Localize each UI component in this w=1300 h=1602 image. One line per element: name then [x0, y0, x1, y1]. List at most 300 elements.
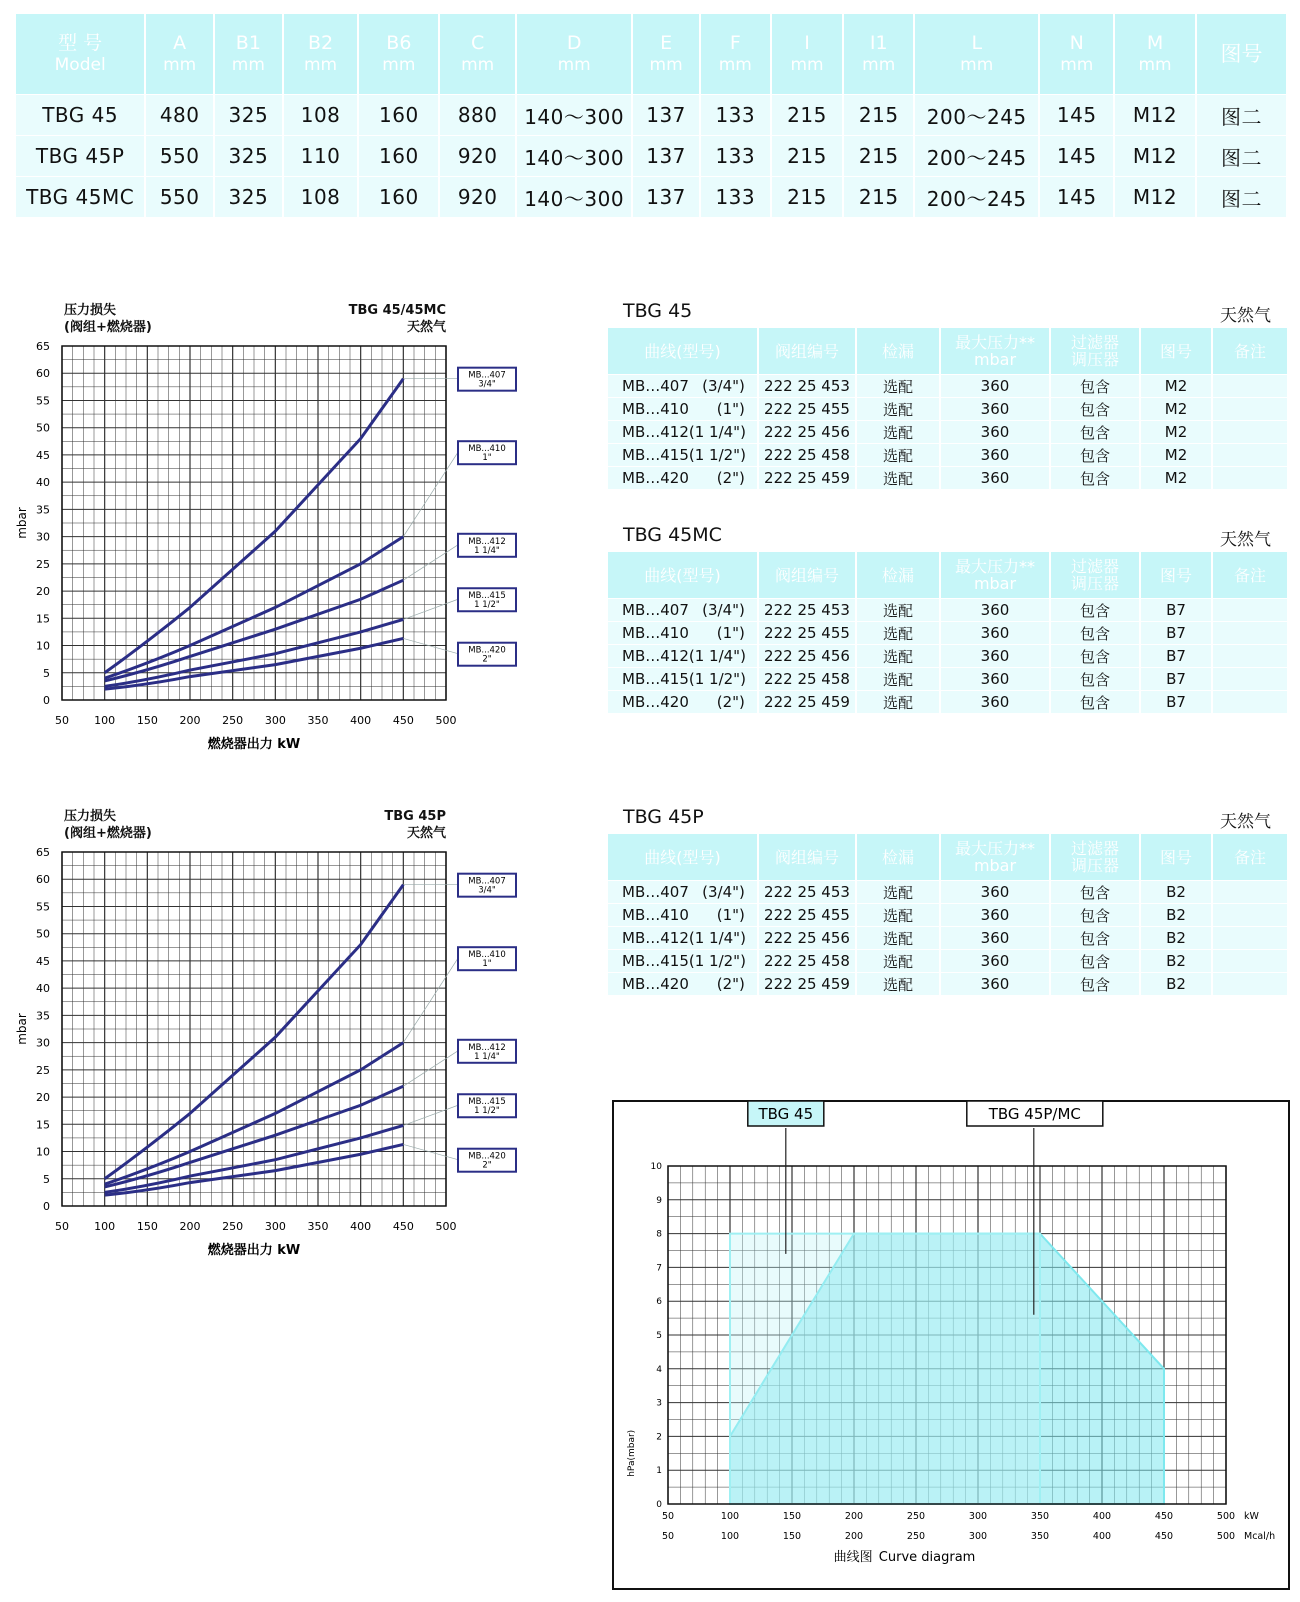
- valve-cell-pressure: 360: [940, 375, 1050, 398]
- valve-curve-name: MB…407: [622, 601, 689, 619]
- y-tick-label: 15: [36, 612, 50, 626]
- y-tick-label: 65: [36, 846, 50, 859]
- y-tick-label: 15: [36, 1118, 50, 1132]
- valve-cell-curve: [608, 645, 758, 668]
- dimension-header-unit: mm: [1138, 55, 1172, 75]
- valve-table-gas: 天然气: [1220, 306, 1271, 326]
- dimension-cell: 图二: [1196, 136, 1287, 177]
- dimension-cell: 133: [700, 177, 771, 218]
- dimension-header-top: B2: [308, 32, 334, 54]
- pressure-loss-chart-tbg45p: [0, 836, 560, 1256]
- legend-series-name: MB...410: [468, 444, 506, 455]
- chart1-title-right-2: 天然气: [406, 320, 446, 335]
- legend-series-size: 1 1/2": [474, 600, 500, 611]
- valve-cell-note: [1212, 950, 1288, 973]
- valve-header-note: 备注: [1212, 834, 1288, 881]
- legend-leader-line: [403, 958, 458, 1042]
- valve-header-curve: 曲线(型号): [608, 834, 758, 881]
- dimension-header-top: 型 号: [58, 32, 103, 54]
- valve-cell-curve: [608, 398, 758, 421]
- chart2-title-left-1: 压力损失: [64, 809, 117, 824]
- valve-cell-note: [1212, 467, 1288, 490]
- legend-series-size: 1": [482, 453, 492, 464]
- dimension-table-header: [16, 14, 1287, 95]
- x-tick-label: 450: [392, 1220, 414, 1233]
- valve-header-code: 阀组编号: [758, 328, 856, 375]
- y-tick-label: 55: [36, 394, 50, 408]
- valve-header-filter-1: 过滤器: [1070, 557, 1119, 576]
- dimension-header-unit: mm: [1060, 55, 1094, 75]
- valve-cell-leak: 选配: [856, 881, 940, 904]
- valve-cell-curve: [608, 599, 758, 622]
- dimension-cell: 140～300: [516, 136, 632, 177]
- valve-curve-size: (1 1/4"): [688, 423, 746, 441]
- valve-cell-leak: 选配: [856, 668, 940, 691]
- valve-header-filter: [1050, 552, 1140, 599]
- valve-cell-code: 222 25 455: [758, 622, 856, 645]
- dimension-cell: 108: [283, 177, 359, 218]
- valve-curve-name: MB…412: [622, 929, 689, 947]
- legend-leader-line: [403, 638, 458, 653]
- valve-header-pressure-1: 最大压力**: [954, 839, 1035, 858]
- y-tick-label: 5: [43, 1172, 50, 1186]
- valve-header-pressure-2: mbar: [973, 574, 1017, 593]
- valve-cell-fig: M2: [1140, 467, 1212, 490]
- valve-row: [608, 398, 1288, 421]
- x-tick-label-mcal: 100: [720, 1531, 740, 1542]
- valve-cell-note: [1212, 973, 1288, 996]
- dimension-header-cell: [700, 14, 771, 95]
- valve-cell-code: 222 25 456: [758, 421, 856, 444]
- x-tick-label: 450: [392, 714, 414, 727]
- valve-cell-filter: 包含: [1050, 950, 1140, 973]
- legend-series-name: MB...412: [468, 1042, 506, 1053]
- valve-cell-code: 222 25 458: [758, 950, 856, 973]
- valve-curve-name: MB…412: [622, 423, 689, 441]
- dimension-cell: 200～245: [914, 95, 1039, 136]
- valve-curve-name: MB…410: [622, 906, 689, 924]
- dimension-table: [16, 14, 1288, 217]
- x-tick-label-kw: 250: [906, 1511, 926, 1522]
- dimension-header-unit: mm: [718, 55, 752, 75]
- valve-table-header-row: [608, 834, 1288, 881]
- x-tick-label-mcal: 250: [906, 1531, 926, 1542]
- valve-header-pressure: [940, 552, 1050, 599]
- x-tick-label: 200: [179, 714, 201, 727]
- valve-cell-fig: M2: [1140, 398, 1212, 421]
- dimension-header-cell: [145, 14, 214, 95]
- valve-cell-fig: B2: [1140, 973, 1212, 996]
- x-tick-label-kw: 100: [720, 1511, 740, 1522]
- dimension-header-top: N: [1069, 32, 1084, 54]
- dimension-cell: 140～300: [516, 95, 632, 136]
- dimension-cell: 160: [358, 177, 439, 218]
- dimension-cell: 145: [1039, 177, 1114, 218]
- dimension-row: [16, 177, 1287, 218]
- x-tick-label-mcal: 500: [1216, 1531, 1236, 1542]
- valve-cell-pressure: 360: [940, 421, 1050, 444]
- legend-box: [458, 441, 516, 464]
- x-tick-label: 350: [307, 714, 329, 727]
- valve-curve-size: (1"): [716, 906, 745, 924]
- dimension-header-unit: mm: [862, 55, 896, 75]
- dimension-row: [16, 136, 1287, 177]
- dimension-header-cell: [1039, 14, 1114, 95]
- legend-box: [458, 534, 516, 557]
- legend-series-name: MB...420: [468, 645, 506, 656]
- valve-cell-leak: 选配: [856, 467, 940, 490]
- valve-curve-name: MB…420: [622, 975, 689, 993]
- y-tick-label: 10: [650, 1162, 662, 1172]
- dimension-header-unit: mm: [382, 55, 416, 75]
- valve-cell-curve: [608, 444, 758, 467]
- dimension-cell: 160: [358, 136, 439, 177]
- x-tick-label-mcal: 450: [1154, 1531, 1174, 1542]
- valve-header-pressure-1: 最大压力**: [954, 557, 1035, 576]
- valve-cell-note: [1212, 645, 1288, 668]
- x-tick-label: 300: [264, 1220, 286, 1233]
- valve-cell-curve: [608, 375, 758, 398]
- valve-cell-code: 222 25 459: [758, 467, 856, 490]
- x-tick-label: 400: [350, 714, 372, 727]
- valve-cell-code: 222 25 456: [758, 927, 856, 950]
- legend-series-name: MB...415: [468, 1097, 506, 1108]
- dimension-header-top: 图号: [1220, 42, 1263, 66]
- valve-curve-name: MB…412: [622, 647, 689, 665]
- valve-header-curve: 曲线(型号): [608, 552, 758, 599]
- valve-cell-note: [1212, 599, 1288, 622]
- legend-leader-line: [403, 452, 458, 536]
- y-tick-label: 60: [36, 873, 50, 887]
- dimension-header-unit: mm: [163, 55, 197, 75]
- x-tick-label-mcal: 300: [968, 1531, 988, 1542]
- x-tick-label: 150: [136, 714, 158, 727]
- valve-curve-size: (1 1/2"): [688, 670, 746, 688]
- x-tick-label: 350: [307, 1220, 329, 1233]
- valve-header-pressure-2: mbar: [973, 856, 1017, 875]
- dimension-header-cell: [214, 14, 283, 95]
- dimension-header-top: M: [1146, 32, 1164, 54]
- valve-cell-pressure: 360: [940, 927, 1050, 950]
- valve-header-pressure: [940, 834, 1050, 881]
- valve-cell-leak: 选配: [856, 421, 940, 444]
- dimension-header-cell: [358, 14, 439, 95]
- valve-table-title: TBG 45: [623, 300, 693, 322]
- dimension-cell: 200～245: [914, 177, 1039, 218]
- dimension-header-top: B6: [386, 32, 412, 54]
- valve-header-leak: 检漏: [856, 328, 940, 375]
- legend-box: [458, 368, 516, 391]
- valve-cell-code: 222 25 458: [758, 668, 856, 691]
- valve-cell-filter: 包含: [1050, 599, 1140, 622]
- valve-cell-pressure: 360: [940, 881, 1050, 904]
- valve-curve-size: (1 1/4"): [688, 647, 746, 665]
- valve-row: [608, 668, 1288, 691]
- valve-cell-code: 222 25 458: [758, 444, 856, 467]
- x-tick-label-mcal: 400: [1092, 1531, 1112, 1542]
- legend-box: [458, 643, 516, 666]
- valve-curve-name: MB…420: [622, 693, 689, 711]
- valve-cell-curve: [608, 927, 758, 950]
- valve-cell-leak: 选配: [856, 973, 940, 996]
- x-axis-label-en: Curve diagram: [878, 1550, 976, 1565]
- valve-curve-size: (1"): [716, 624, 745, 642]
- dimension-cell: 920: [439, 177, 516, 218]
- dimension-cell: 133: [700, 136, 771, 177]
- valve-row: [608, 927, 1288, 950]
- dimension-cell: 137: [632, 95, 700, 136]
- valve-table-header-row: [608, 552, 1288, 599]
- x-tick-label: 50: [55, 714, 69, 727]
- y-tick-label: 2: [656, 1432, 662, 1443]
- valve-cell-code: 222 25 459: [758, 691, 856, 714]
- valve-cell-note: [1212, 421, 1288, 444]
- x-tick-label: 250: [222, 714, 244, 727]
- x-tick-label-kw: 500: [1216, 1511, 1236, 1522]
- dimension-header-unit: mm: [649, 55, 683, 75]
- dimension-cell: 137: [632, 177, 700, 218]
- dimension-header-unit: mm: [304, 55, 338, 75]
- valve-cell-pressure: 360: [940, 691, 1050, 714]
- x-tick-label-kw: 400: [1092, 1511, 1112, 1522]
- dimension-cell: 108: [283, 95, 359, 136]
- valve-header-code: 阀组编号: [758, 834, 856, 881]
- valve-table-gas: 天然气: [1220, 812, 1271, 832]
- valve-cell-curve: [608, 904, 758, 927]
- x-tick-label: 250: [222, 1220, 244, 1233]
- valve-curve-name: MB…415: [622, 670, 689, 688]
- legend-series-size: 1 1/4": [474, 545, 500, 556]
- dimension-cell: 160: [358, 95, 439, 136]
- valve-header-filter-2: 调压器: [1070, 350, 1119, 369]
- valve-table-title: TBG 45MC: [623, 524, 722, 546]
- legend-series-name: MB...407: [468, 876, 506, 887]
- y-tick-label: 50: [36, 421, 50, 435]
- valve-cell-leak: 选配: [856, 622, 940, 645]
- legend-series-size: 2": [482, 654, 492, 665]
- valve-cell-fig: B7: [1140, 622, 1212, 645]
- valve-cell-code: 222 25 453: [758, 375, 856, 398]
- dimension-header-top: B1: [235, 32, 261, 54]
- valve-curve-name: MB…415: [622, 952, 689, 970]
- x-tick-label: 500: [435, 1220, 457, 1233]
- dimension-cell: TBG 45P: [16, 136, 145, 177]
- valve-cell-note: [1212, 375, 1288, 398]
- y-tick-label: 20: [36, 585, 50, 599]
- valve-table-header-row: [608, 328, 1288, 375]
- y-tick-label: 3: [656, 1398, 662, 1409]
- valve-cell-note: [1212, 668, 1288, 691]
- chart2-title-right-2: 天然气: [406, 826, 446, 841]
- legend-leader-line: [403, 1144, 458, 1159]
- valve-curve-name: MB…420: [622, 469, 689, 487]
- dimension-cell: TBG 45: [16, 95, 145, 136]
- valve-cell-note: [1212, 691, 1288, 714]
- legend-series-size: 3/4": [478, 379, 496, 390]
- valve-cell-pressure: 360: [940, 668, 1050, 691]
- dimension-header-top: C: [471, 32, 485, 54]
- dimension-header-cell: [771, 14, 844, 95]
- y-tick-label: 0: [43, 1200, 50, 1213]
- valve-row: [608, 691, 1288, 714]
- y-tick-label: 25: [36, 1063, 50, 1077]
- valve-header-filter-1: 过滤器: [1070, 333, 1119, 352]
- x-tick-label-mcal: 50: [661, 1531, 675, 1542]
- callout-label-tbg45p-mc: TBG 45P/MC: [988, 1105, 1081, 1123]
- chart1-title-left-2: (阀组+燃烧器): [64, 320, 152, 335]
- valve-header-code: 阀组编号: [758, 552, 856, 599]
- x-tick-label: 500: [435, 714, 457, 727]
- dimension-header-cell: [16, 14, 145, 95]
- curve-diagram-chart: [612, 1100, 1290, 1590]
- valve-row: [608, 904, 1288, 927]
- y-tick-label: 20: [36, 1091, 50, 1105]
- valve-cell-filter: 包含: [1050, 668, 1140, 691]
- valve-header-leak: 检漏: [856, 552, 940, 599]
- dimension-cell: 200～245: [914, 136, 1039, 177]
- valve-header-filter-2: 调压器: [1070, 574, 1119, 593]
- valve-cell-code: 222 25 459: [758, 973, 856, 996]
- valve-curve-size: (1 1/2"): [688, 952, 746, 970]
- valve-cell-pressure: 360: [940, 398, 1050, 421]
- valve-table-gas: 天然气: [1220, 530, 1271, 550]
- valve-table: [608, 834, 1289, 995]
- valve-curve-name: MB…410: [622, 624, 689, 642]
- valve-cell-note: [1212, 398, 1288, 421]
- y-tick-label: 25: [36, 557, 50, 571]
- valve-cell-leak: 选配: [856, 927, 940, 950]
- dimension-cell: 140～300: [516, 177, 632, 218]
- dimension-header-unit: mm: [790, 55, 824, 75]
- x-tick-label-kw: 300: [968, 1511, 988, 1522]
- x-unit-kw: kW: [1244, 1511, 1259, 1522]
- dimension-cell: 550: [145, 136, 214, 177]
- valve-cell-filter: 包含: [1050, 375, 1140, 398]
- valve-cell-curve: [608, 973, 758, 996]
- dimension-header-cell: [1114, 14, 1196, 95]
- y-tick-label: 6: [656, 1297, 662, 1308]
- valve-cell-filter: 包含: [1050, 645, 1140, 668]
- valve-cell-fig: B2: [1140, 927, 1212, 950]
- legend-series-size: 1 1/2": [474, 1106, 500, 1117]
- y-tick-label: 9: [656, 1195, 662, 1206]
- valve-cell-filter: 包含: [1050, 421, 1140, 444]
- x-tick-label-mcal: 350: [1030, 1531, 1050, 1542]
- y-tick-label: 65: [36, 340, 50, 353]
- dimension-cell: 图二: [1196, 177, 1287, 218]
- y-axis-label: hPa(mbar): [627, 1429, 637, 1477]
- dimension-cell: 325: [214, 136, 283, 177]
- y-tick-label: 55: [36, 900, 50, 914]
- dimension-header-top: E: [660, 32, 673, 54]
- x-tick-label-mcal: 150: [782, 1531, 802, 1542]
- dimension-header-top: A: [173, 32, 187, 54]
- legend-series-name: MB...410: [468, 950, 506, 961]
- valve-cell-fig: M2: [1140, 375, 1212, 398]
- dimension-cell: 215: [771, 95, 844, 136]
- x-unit-mcal: Mcal/h: [1244, 1531, 1276, 1542]
- valve-header-note: 备注: [1212, 328, 1288, 375]
- dimension-header-cell: [1196, 14, 1287, 95]
- y-tick-label: 45: [36, 954, 50, 968]
- dimension-cell: 920: [439, 136, 516, 177]
- valve-cell-curve: [608, 691, 758, 714]
- dimension-header-top: I: [804, 32, 810, 54]
- valve-cell-code: 222 25 456: [758, 645, 856, 668]
- valve-cell-leak: 选配: [856, 691, 940, 714]
- callout-label-tbg45: TBG 45: [758, 1105, 814, 1123]
- valve-row: [608, 881, 1288, 904]
- legend-series-name: MB...407: [468, 370, 506, 381]
- dimension-header-top: F: [729, 32, 741, 54]
- valve-cell-curve: [608, 421, 758, 444]
- valve-row: [608, 599, 1288, 622]
- dimension-cell: 215: [843, 136, 914, 177]
- valve-cell-curve: [608, 950, 758, 973]
- valve-cell-code: 222 25 453: [758, 881, 856, 904]
- legend-series-size: 1 1/4": [474, 1051, 500, 1062]
- valve-curve-size: (2"): [716, 469, 745, 487]
- dimension-cell: TBG 45MC: [16, 177, 145, 218]
- valve-cell-leak: 选配: [856, 398, 940, 421]
- valve-curve-size: (1"): [716, 400, 745, 418]
- dimension-header-top: D: [566, 32, 582, 54]
- valve-cell-fig: B7: [1140, 599, 1212, 622]
- valve-cell-leak: 选配: [856, 375, 940, 398]
- x-tick-label-kw: 50: [661, 1511, 675, 1522]
- y-tick-label: 35: [36, 503, 50, 517]
- valve-cell-curve: [608, 881, 758, 904]
- valve-row: [608, 467, 1288, 490]
- dimension-header-unit: mm: [231, 55, 265, 75]
- valve-cell-code: 222 25 455: [758, 904, 856, 927]
- valve-header-curve: 曲线(型号): [608, 328, 758, 375]
- y-tick-label: 5: [43, 666, 50, 680]
- valve-header-fig: 图号: [1140, 328, 1212, 375]
- area-tbg45: [730, 1234, 1040, 1504]
- dimension-cell: 145: [1039, 95, 1114, 136]
- valve-header-pressure-1: 最大压力**: [954, 333, 1035, 352]
- legend-leader-line: [403, 1105, 458, 1125]
- valve-cell-pressure: 360: [940, 904, 1050, 927]
- y-tick-label: 30: [36, 1036, 50, 1050]
- valve-cell-leak: 选配: [856, 904, 940, 927]
- x-tick-label: 50: [55, 1220, 69, 1233]
- legend-box: [458, 947, 516, 970]
- y-tick-label: 30: [36, 530, 50, 544]
- legend-series-name: MB...420: [468, 1151, 506, 1162]
- valve-curve-size: (3/4"): [702, 601, 745, 619]
- valve-cell-fig: B7: [1140, 645, 1212, 668]
- dimension-cell: 215: [771, 136, 844, 177]
- valve-cell-fig: M2: [1140, 444, 1212, 467]
- dimension-header-cell: [439, 14, 516, 95]
- dimension-header-top: L: [971, 32, 983, 54]
- y-tick-label: 35: [36, 1009, 50, 1023]
- valve-cell-curve: [608, 622, 758, 645]
- legend-series-name: MB...415: [468, 591, 506, 602]
- dimension-header-top: I1: [869, 32, 888, 54]
- valve-cell-filter: 包含: [1050, 691, 1140, 714]
- valve-cell-note: [1212, 881, 1288, 904]
- valve-cell-note: [1212, 622, 1288, 645]
- valve-curve-name: MB…415: [622, 446, 689, 464]
- y-tick-label: 0: [656, 1500, 662, 1510]
- valve-table: [608, 552, 1289, 713]
- legend-series-name: MB...412: [468, 536, 506, 547]
- valve-cell-filter: 包含: [1050, 973, 1140, 996]
- valve-table: [608, 328, 1289, 489]
